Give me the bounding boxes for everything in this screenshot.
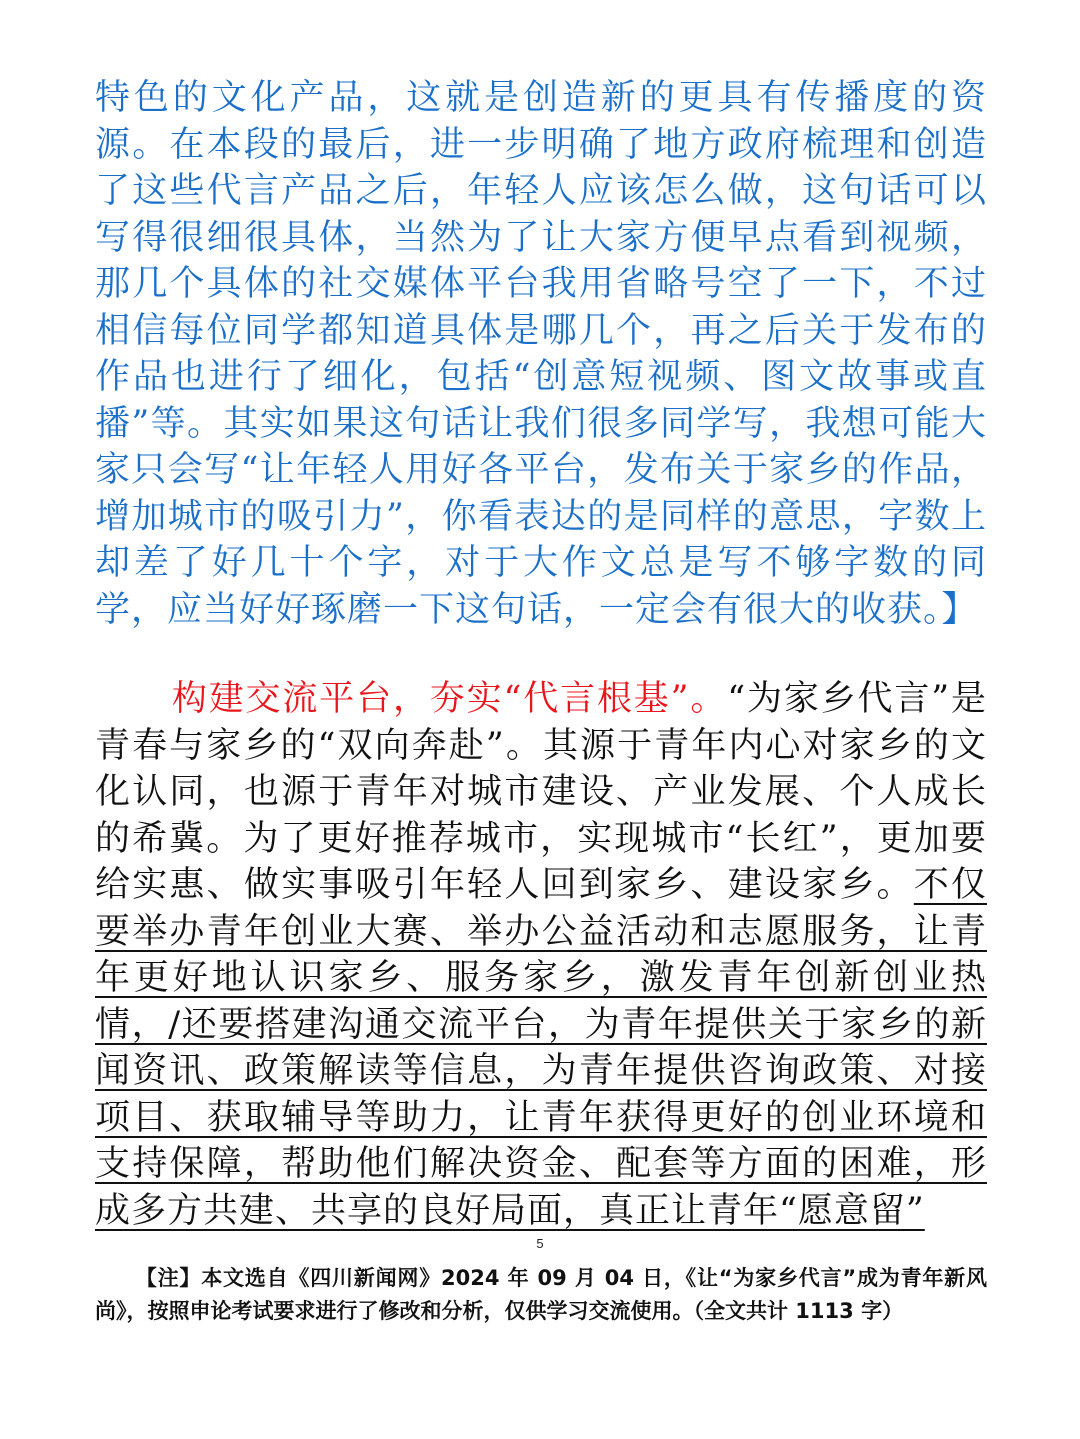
page-number: 5 (536, 1236, 544, 1251)
paragraph-heading: 构建交流平台，夯实“代言根基”。 (171, 679, 728, 719)
analysis-text: 特色的文化产品，这就是创造新的更具有传播度的资源。在本段的最后，进一步明确了地方政府梳理和创造了这些代言产品之后，年轻人应该怎么做，这句话可以写得很细很具体，当然为了让大家方便早点看到视频，那几个具体的社交媒体平台我用省略号空了一下，不过相信每位同学都知道具体是哪几个，再之后关于发布的作品也进行了细化，包括“创意短视频、图文故事或直播”等。其实如果这句话让我们很多同学写，我想可能大家只会写“让年轻人用好各平台，发布关于家乡的作品，增加城市的吸引力”，你看表达的是同样的意思，字数上却差了好几十个字，对于大作文总是写不够字数的同学，应当好好琢磨一下这句话，一定会有很大的收获。】 (95, 78, 987, 630)
paragraph-body: “为家乡代言”是青春与家乡的“双向奔赴”。其源于青年内心对家乡的文化认同，也源于青年对城市建设、产业发展、个人成长的希冀。为了更好推荐城市，实现城市“长红”，更加要给实惠、做实事吸引年轻人回到家乡、建设家乡。 (95, 679, 987, 905)
source-note (95, 1262, 987, 1328)
underlined-passage: 不仅要举办青年创业大赛、举办公益活动和志愿服务，让青年更好地认识家乡、服务家乡，激发青年创新创业热情，/还要搭建沟通交流平台，为青年提供关于家乡的新闻资讯、政策解读等信息，为青年提供咨询政策、对接项目、获取辅导等助力，让青年获得更好的创业环境和支持保障，帮助他们解决资金、配套等方面的困难，形成多方共建、共享的良好局面，真正让青年“愿意留” (95, 865, 987, 1231)
essay-paragraph (95, 676, 987, 1234)
analysis-commentary (95, 75, 987, 633)
note-text: 【注】本文选自《四川新闻网》2024 年 09 月 04 日，《让“为家乡代言”成为青年新风尚》，按照申论考试要求进行了修改和分析，仅供学习交流使用。（全文共计 1113 字） (95, 1266, 987, 1323)
